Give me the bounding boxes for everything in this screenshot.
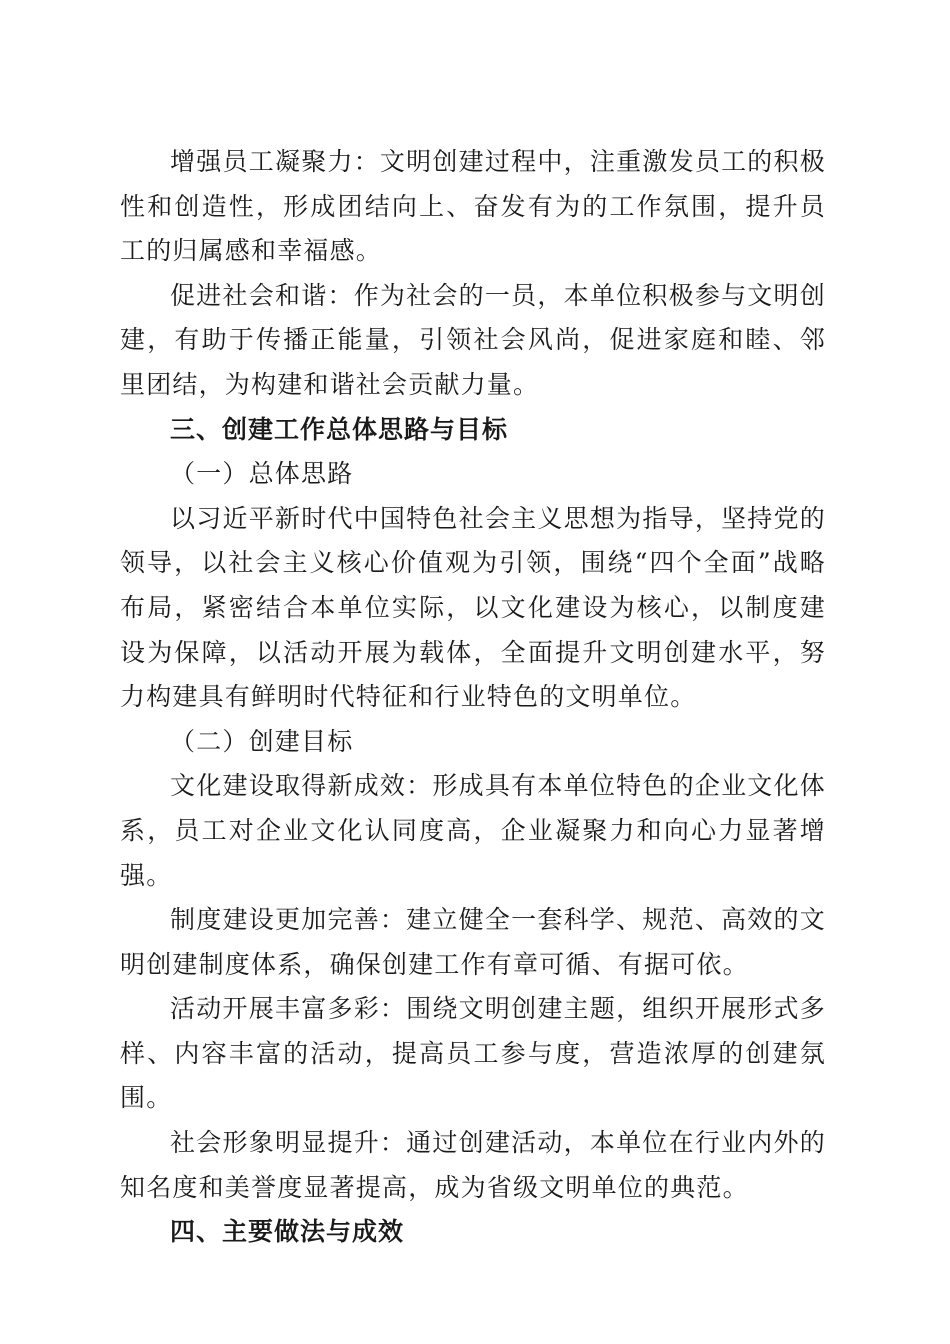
paragraph-promote-harmony: 促进社会和谐：作为社会的一员，本单位积极参与文明创建，有助于传播正能量，引领社会风尚，促进家庭和睦、邻里团结，为构建和谐社会贡献力量。 (120, 280, 826, 399)
paragraph-enhance-cohesion: 增强员工凝聚力：文明创建过程中，注重激发员工的积极性和创造性，形成团结向上、奋发有为的工作氛围，提升员工的归属感和幸福感。 (120, 147, 826, 266)
subsection-heading-goals: （二）创建目标 (170, 726, 354, 756)
document-page (120, 140, 826, 1255)
paragraph-overall-idea: 以习近平新时代中国特色社会主义思想为指导，坚持党的领导，以社会主义核心价值观为引领，围绕“四个全面”战略布局，紧密结合本单位实际，以文化建设为核心，以制度建设为保障，以活动开展为载体，全面提升文明创建水平，努力构建具有鲜明时代特征和行业特色的文明单位。 (120, 503, 826, 712)
section-heading-3: 三、创建工作总体思路与目标 (170, 414, 509, 444)
paragraph-goal-culture: 文化建设取得新成效：形成具有本单位特色的企业文化体系，员工对企业文化认同度高，企业凝聚力和向心力显著增强。 (120, 771, 826, 890)
paragraph-goal-image: 社会形象明显提升：通过创建活动，本单位在行业内外的知名度和美誉度显著提高，成为省级文明单位的典范。 (120, 1128, 826, 1202)
subsection-heading-overall-idea: （一）总体思路 (170, 459, 354, 489)
paragraph-goal-system: 制度建设更加完善：建立健全一套科学、规范、高效的文明创建制度体系，确保创建工作有章可循、有据可依。 (120, 905, 826, 979)
section-heading-4: 四、主要做法与成效 (170, 1217, 405, 1247)
paragraph-goal-activities: 活动开展丰富多彩：围绕文明创建主题，组织开展形式多样、内容丰富的活动，提高员工参与度，营造浓厚的创建氛围。 (120, 994, 826, 1113)
